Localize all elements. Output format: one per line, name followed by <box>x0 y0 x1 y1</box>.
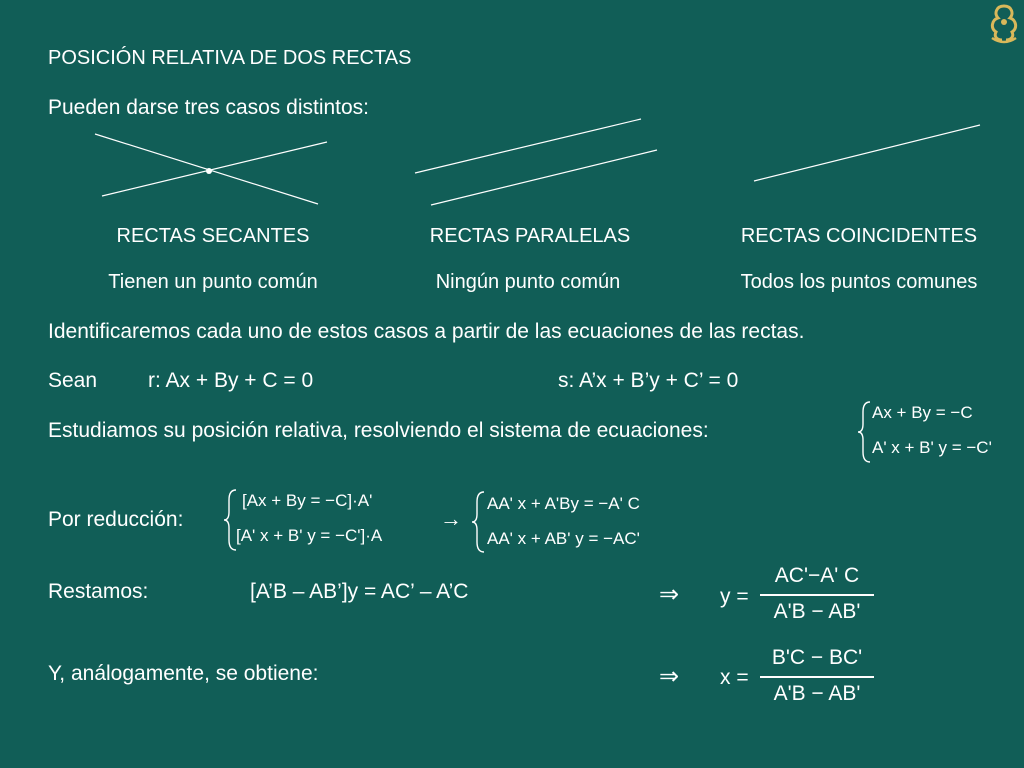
reduction-left-eq1: [Ax + By = −C]·A' <box>242 491 373 510</box>
lines-illustration <box>0 0 1024 220</box>
x-denominator: A'B − AB' <box>773 682 861 705</box>
analog-label: Y, análogamente, se obtiene: <box>48 662 319 685</box>
reduction-right-eq2: AA' x + AB' y = −AC' <box>487 529 640 548</box>
restamos-label: Restamos: <box>48 580 149 603</box>
page-title: POSICIÓN RELATIVA DE DOS RECTAS <box>48 47 412 69</box>
case-label-coincidentes: RECTAS COINCIDENTES <box>740 225 978 247</box>
coincident-lines-icon <box>754 125 980 181</box>
right-arrow-icon: → <box>440 506 462 531</box>
reduction-label: Por reducción: <box>48 508 184 531</box>
equation-r: r: Ax + By + C = 0 <box>148 369 314 392</box>
implies-icon: ⇒ <box>659 663 680 690</box>
x-fraction-bar <box>760 676 874 678</box>
y-var: y = <box>720 585 749 608</box>
reduction-right-eq1: AA' x + A'By = −A' C <box>487 494 640 513</box>
left-brace-icon <box>470 490 486 554</box>
sean-word: Sean <box>48 369 98 392</box>
case-label-paralelas: RECTAS PARALELAS <box>429 225 631 247</box>
secant-lines-icon <box>95 134 327 204</box>
system-text: Estudiamos su posición relativa, resolviendo el sistema de ecuaciones: <box>48 419 709 442</box>
case-desc-paralelas: Ningún punto común <box>435 271 621 293</box>
left-brace-icon <box>856 400 872 464</box>
restamos-equation: [A’B – AB’]y = AC’ – A’C <box>250 580 469 603</box>
case-label-secantes: RECTAS SECANTES <box>116 225 310 247</box>
equation-s: s: A’x + B’y + C’ = 0 <box>558 369 739 392</box>
y-numerator: AC'−A' C <box>774 564 860 587</box>
parallel-lines-icon <box>415 119 657 205</box>
intro-text: Pueden darse tres casos distintos: <box>48 96 370 119</box>
x-numerator: B'C − BC' <box>771 646 863 669</box>
system-eq1: Ax + By = −C <box>872 403 973 422</box>
case-desc-coincidentes: Todos los puntos comunes <box>740 271 978 293</box>
case-desc-secantes: Tienen un punto común <box>108 271 318 293</box>
y-fraction-bar <box>760 594 874 596</box>
x-var: x = <box>720 666 749 689</box>
system-eq2: A' x + B' y = −C' <box>872 438 992 457</box>
reduction-left-eq2: [A' x + B' y = −C']·A <box>236 526 383 545</box>
identify-text: Identificaremos cada uno de estos casos a partir de las ecuaciones de las rectas. <box>48 320 805 343</box>
y-denominator: A'B − AB' <box>773 600 861 623</box>
implies-icon: ⇒ <box>659 581 680 608</box>
